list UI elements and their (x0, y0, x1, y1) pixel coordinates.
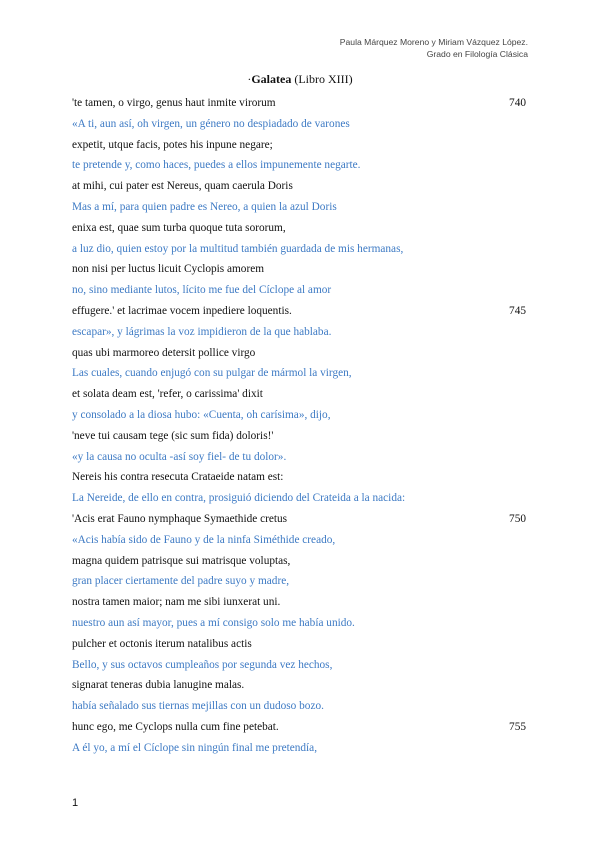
header-degree: Grado en Filología Clásica (426, 49, 528, 59)
latin-verse-line (72, 179, 526, 200)
verse-text: quas ubi marmoreo detersit pollice virgo (72, 346, 256, 359)
verse-text: La Nereide, de ello en contra, prosiguió diciendo del Crateida a la nacida: (72, 492, 406, 505)
spanish-translation-line (72, 491, 526, 512)
verse-list (72, 96, 526, 762)
verse-text: nuestro aun así mayor, pues a mí consigo solo me había unido. (72, 616, 355, 629)
latin-verse-line (72, 470, 526, 491)
verse-text: enixa est, quae sum turba quoque tuta sororum, (72, 221, 286, 234)
page-header (340, 36, 528, 60)
latin-verse-line (72, 595, 526, 616)
spanish-translation-line (72, 699, 526, 720)
spanish-translation-line (72, 283, 526, 304)
spanish-translation-line (72, 366, 526, 387)
spanish-translation-line (72, 616, 526, 637)
verse-text: Mas a mí, para quien padre es Nereo, a quien la azul Doris (72, 200, 337, 213)
spanish-translation-line (72, 533, 526, 554)
verse-text: nostra tamen maior; nam me sibi iunxerat uni. (72, 596, 281, 609)
section-title (0, 72, 600, 87)
verse-text: «Acis había sido de Fauno y de la ninfa Siméthide creado, (72, 533, 336, 546)
latin-verse-line (72, 678, 526, 699)
latin-verse-line (72, 221, 526, 242)
spanish-translation-line (72, 408, 526, 429)
verse-text: at mihi, cui pater est Nereus, quam caerula Doris (72, 180, 293, 193)
latin-verse-line (72, 262, 526, 283)
spanish-translation-line (72, 158, 526, 179)
verse-text: Las cuales, cuando enjugó con su pulgar de mármol la virgen, (72, 367, 352, 380)
verse-text: Nereis his contra resecuta Crataeide natam est: (72, 471, 284, 484)
verse-text: pulcher et octonis iterum natalibus actis (72, 637, 252, 650)
latin-verse-line (72, 720, 526, 741)
latin-verse-line (72, 554, 526, 575)
verse-text: non nisi per luctus licuit Cyclopis amorem (72, 263, 265, 276)
spanish-translation-line (72, 658, 526, 679)
verse-text: expetit, utque facis, potes his inpune negare; (72, 138, 273, 151)
verse-number: 750 (509, 512, 526, 525)
verse-number: 745 (509, 304, 526, 317)
verse-text: gran placer ciertamente del padre suyo y madre, (72, 575, 290, 588)
latin-verse-line (72, 429, 526, 450)
verse-text: a luz dio, quien estoy por la multitud también guardada de mis hermanas, (72, 242, 404, 255)
spanish-translation-line (72, 242, 526, 263)
spanish-translation-line (72, 741, 526, 762)
verse-number: 740 (509, 97, 526, 109)
verse-text: te pretende y, como haces, puedes a ellos impunemente negarte. (72, 159, 361, 172)
verse-text: había señalado sus tiernas mejillas con un dudoso bozo. (72, 700, 324, 713)
verse-text: magna quidem patrisque sui matrisque voluptas, (72, 554, 291, 567)
title-marker: · (247, 72, 252, 86)
latin-verse-line (72, 138, 526, 159)
verse-text: 'te tamen, o virgo, genus haut inmite virorum (72, 97, 276, 109)
verse-number: 755 (509, 720, 526, 733)
verse-text: Bello, y sus octavos cumpleaños por segunda vez hechos, (72, 658, 333, 671)
verse-text: hunc ego, me Cyclops nulla cum fine petebat. (72, 720, 279, 733)
latin-verse-line (72, 512, 526, 533)
verse-text: «y la causa no oculta -así soy fiel- de tu dolor». (72, 450, 287, 463)
header-authors: Paula Márquez Moreno y Miriam Vázquez López. (339, 37, 528, 47)
verse-text: A él yo, a mí el Cíclope sin ningún final me pretendía, (72, 741, 318, 754)
latin-verse-line (72, 637, 526, 658)
verse-text: no, sino mediante lutos, lícito me fue del Cíclope al amor (72, 284, 332, 297)
spanish-translation-line (72, 200, 526, 221)
spanish-translation-line (72, 325, 526, 346)
spanish-translation-line (72, 450, 526, 471)
latin-verse-line (72, 304, 526, 325)
title-book: (Libro XIII) (294, 72, 353, 86)
spanish-translation-line (72, 117, 526, 138)
title-name: Galatea (251, 72, 292, 86)
latin-verse-line (72, 96, 526, 117)
latin-verse-line (72, 346, 526, 367)
spanish-translation-line (72, 574, 526, 595)
verse-text: signarat teneras dubia lanugine malas. (72, 679, 245, 692)
page-number: 1 (72, 797, 79, 809)
verse-text: 'Acis erat Fauno nymphaque Symaethide cretus (72, 512, 288, 525)
verse-text: y consolado a la diosa hubo: «Cuenta, oh carísima», dijo, (72, 408, 331, 421)
verse-text: et solata deam est, 'refer, o carissima' dixit (72, 388, 263, 401)
verse-text: escapar», y lágrimas la voz impidieron de la que hablaba. (72, 325, 332, 338)
verse-text: effugere.' et lacrimae vocem inpediere loquentis. (72, 304, 292, 317)
verse-text: «A ti, aun así, oh virgen, un género no despiadado de varones (72, 117, 350, 130)
latin-verse-line (72, 387, 526, 408)
verse-text: 'neve tui causam tege (sic sum fida) doloris!' (72, 429, 274, 442)
